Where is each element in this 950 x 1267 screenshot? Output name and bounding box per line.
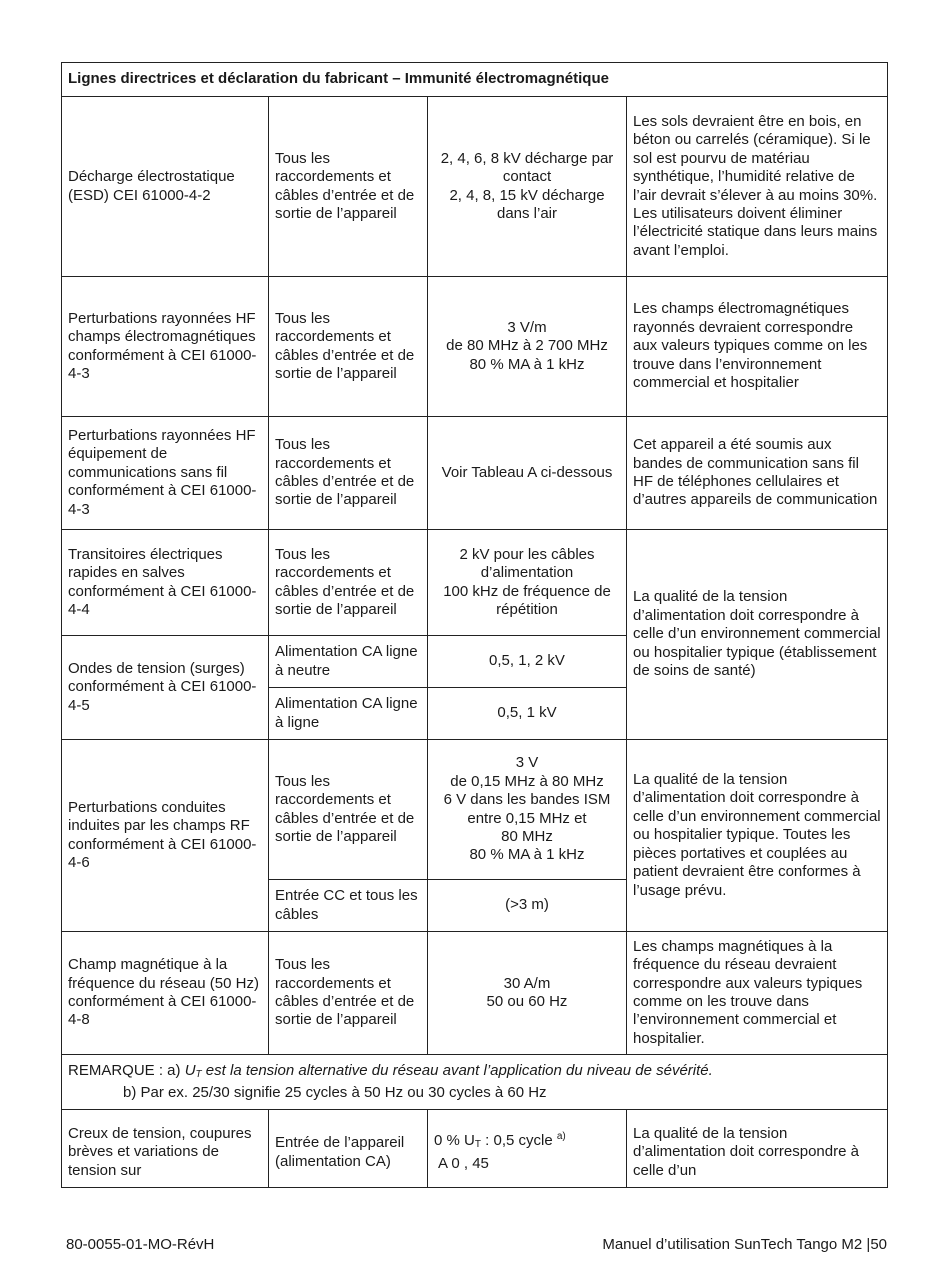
port-cell: Entrée de l’appareil (alimentation CA) — [269, 1110, 428, 1188]
port-cell: Entrée CC et tous les câbles — [269, 880, 428, 932]
table-row — [62, 932, 888, 1055]
immunity-table — [61, 62, 888, 1188]
guidance-cell: Les sols devraient être en bois, en béton ou carrelés (céramique). Si le sol est pourvu de matériau synthétique, l’humidité relative de l’air devrait s’élever à au moins 30%. Les utilisateurs doivent éliminer l’électricité statique dans leurs mains avant l’emploi. — [627, 97, 888, 277]
level-cell: (>3 m) — [428, 880, 627, 932]
level-footnote-mark: a) — [556, 1131, 566, 1143]
port-cell: Tous les raccordements et câbles d’entrée et de sortie de l’appareil — [269, 277, 428, 417]
note-cell — [62, 1055, 888, 1110]
guidance-cell: La qualité de la tension d’alimentation doit correspondre à celle d’un environnement commercial ou hospitalier typique. Toutes les pièces portatives et couplées au patient devraient être conformes à l’usage prévu. — [627, 740, 888, 932]
page-footer-right — [602, 1236, 887, 1253]
level-line-2: A 0 , 45 — [438, 1154, 489, 1172]
manual-title: Manuel d’utilisation SunTech Tango M2 — [602, 1236, 863, 1253]
phenomenon-cell: Creux de tension, coupures brèves et variations de tension sur — [62, 1110, 269, 1188]
note-ut — [185, 1062, 713, 1079]
level-cell: 3 V/m de 80 MHz à 2 700 MHz 80 % MA à 1 kHz — [428, 277, 627, 417]
table-row — [62, 740, 888, 880]
level-cell: 0,5, 1 kV — [428, 688, 627, 740]
port-cell: Tous les raccordements et câbles d’entrée et de sortie de l’appareil — [269, 417, 428, 530]
level-cell: 2, 4, 6, 8 kV décharge par contact 2, 4, 8, 15 kV décharge dans l’air — [428, 97, 627, 277]
port-cell: Tous les raccordements et câbles d’entrée et de sortie de l’appareil — [269, 530, 428, 636]
level-cell: 2 kV pour les câbles d’alimentation 100 kHz de fréquence de répétition — [428, 530, 627, 636]
table-row — [62, 530, 888, 636]
table-row — [62, 97, 888, 277]
guidance-cell: Les champs magnétiques à la fréquence du réseau devraient correspondre aux valeurs typiques comme on les trouve dans l’environnement commercial et hospitalier. — [627, 932, 888, 1055]
port-cell: Tous les raccordements et câbles d’entrée et de sortie de l’appareil — [269, 740, 428, 880]
phenomenon-cell: Perturbations rayonnées HF champs électromagnétiques conformément à CEI 61000-4-3 — [62, 277, 269, 417]
level-cycle-text: : 0,5 cycle — [480, 1132, 557, 1150]
guidance-cell: La qualité de la tension d’alimentation doit correspondre à celle d’un environnement commercial ou hospitalier typique (établissement de soins de santé) — [627, 530, 888, 740]
level-cell: 30 A/m 50 ou 60 Hz — [428, 932, 627, 1055]
table-row — [62, 277, 888, 417]
level-cell: Voir Tableau A ci-dessous — [428, 417, 627, 530]
note-line1-text: est la tension alternative du réseau avant l’application du niveau de sévérité. — [201, 1061, 713, 1079]
port-cell: Alimentation CA ligne à ligne — [269, 688, 428, 740]
phenomenon-cell: Transitoires électriques rapides en salves conformément à CEI 61000-4-4 — [62, 530, 269, 636]
phenomenon-cell: Perturbations conduites induites par les champs RF conformément à CEI 61000-4-6 — [62, 740, 269, 932]
guidance-cell: Les champs électromagnétiques rayonnés devraient correspondre aux valeurs typiques comme on les trouve dans l’environnement commercial et hospitalier — [627, 277, 888, 417]
page-number: 50 — [870, 1236, 887, 1253]
port-cell: Tous les raccordements et câbles d’entrée et de sortie de l’appareil — [269, 932, 428, 1055]
level-line-1 — [434, 1128, 620, 1154]
note-ut-subscript: T — [195, 1068, 202, 1080]
table-row — [62, 417, 888, 530]
table-row — [62, 1110, 888, 1188]
note-row — [62, 1055, 888, 1110]
note-line-1 — [68, 1062, 881, 1084]
document-number: 80-0055-01-MO-RévH — [66, 1236, 215, 1253]
phenomenon-cell: Décharge électrostatique (ESD) CEI 61000-4-2 — [62, 97, 269, 277]
level-cell — [428, 1110, 627, 1188]
guidance-cell: La qualité de la tension d’alimentation doit correspondre à celle d’un — [627, 1110, 888, 1188]
guidance-cell: Cet appareil a été soumis aux bandes de communication sans fil HF de téléphones cellulaires et d’autres appareils de communication — [627, 417, 888, 530]
note-line-2: b) Par ex. 25/30 signifie 25 cycles à 50 Hz ou 30 cycles à 60 Hz — [123, 1084, 547, 1101]
note-prefix: REMARQUE : a) — [68, 1061, 185, 1079]
level-cell: 3 V de 0,15 MHz à 80 MHz 6 V dans les bandes ISM entre 0,15 MHz et 80 MHz 80 % MA à 1 kHz — [428, 740, 627, 880]
level-ut-subscript: T — [474, 1139, 481, 1151]
port-cell: Tous les raccordements et câbles d’entrée et de sortie de l’appareil — [269, 97, 428, 277]
phenomenon-cell: Ondes de tension (surges) conformément à CEI 61000-4-5 — [62, 636, 269, 740]
port-cell: Alimentation CA ligne à neutre — [269, 636, 428, 688]
footer-separator: | — [866, 1236, 871, 1253]
phenomenon-cell: Perturbations rayonnées HF équipement de communications sans fil conformément à CEI 61000-4-3 — [62, 417, 269, 530]
phenomenon-cell: Champ magnétique à la fréquence du réseau (50 Hz) conformément à CEI 61000-4-8 — [62, 932, 269, 1055]
level-cell: 0,5, 1, 2 kV — [428, 636, 627, 688]
table-title: Lignes directrices et déclaration du fabricant – Immunité électromagnétique — [62, 63, 888, 97]
level-ut: 0 % U — [434, 1132, 475, 1150]
note-ut-letter: U — [184, 1061, 196, 1079]
